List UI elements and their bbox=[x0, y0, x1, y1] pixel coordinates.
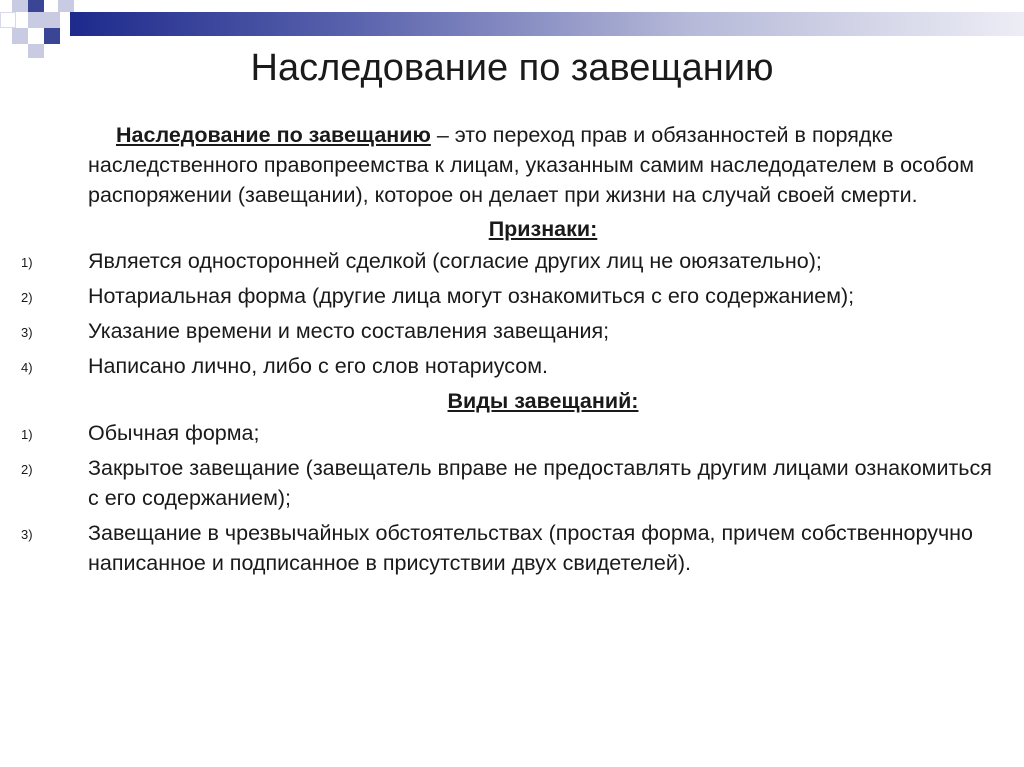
decor-square bbox=[28, 0, 44, 12]
list-item bbox=[21, 351, 998, 381]
list-number: 2) bbox=[21, 462, 33, 477]
list-item bbox=[21, 281, 998, 311]
decor-square bbox=[28, 12, 44, 28]
list-item-text: Обычная форма; bbox=[88, 421, 260, 445]
types-heading: Виды завещаний: bbox=[447, 389, 639, 413]
slide-content bbox=[21, 120, 998, 583]
definition-term: Наследование по завещанию bbox=[116, 123, 431, 147]
list-number: 3) bbox=[21, 325, 33, 340]
list-item-text: Является односторонней сделкой (согласие других лиц не оюязательно); bbox=[88, 249, 822, 273]
list-item bbox=[21, 453, 998, 513]
list-item-text: Нотариальная форма (другие лица могут ознакомиться с его содержанием); bbox=[88, 284, 855, 308]
list-number: 2) bbox=[21, 290, 33, 305]
features-list bbox=[21, 246, 998, 381]
list-item-text: Закрытое завещание (завещатель вправе не предоставлять другим лицами ознакомиться с его содержанием); bbox=[88, 456, 992, 510]
slide-title: Наследование по завещанию bbox=[250, 47, 774, 89]
list-item-text: Написано лично, либо с его слов нотариусом. bbox=[88, 354, 548, 378]
decor-square bbox=[12, 0, 28, 12]
features-heading: Признаки: bbox=[488, 217, 598, 241]
decor-square bbox=[44, 12, 60, 28]
list-item-text: Указание времени и место составления завещания; bbox=[88, 319, 610, 343]
list-number: 1) bbox=[21, 427, 33, 442]
list-number: 4) bbox=[21, 360, 33, 375]
list-item bbox=[21, 316, 998, 346]
definition-paragraph bbox=[88, 120, 998, 210]
definition-text: – это переход прав и обязанностей в порядке наследственного правопреемства к лицам, указанным самим наследодателем в особом распоряжении (завещании), которое он делает при жизни на случай своей смерти. bbox=[88, 123, 975, 207]
list-item-text: Завещание в чрезвычайных обстоятельствах (простая форма, причем собственноручно написанное и подписанное в присутствии двух свидетелей). bbox=[88, 521, 973, 575]
list-number: 3) bbox=[21, 527, 33, 542]
decor-square bbox=[58, 0, 74, 12]
types-list bbox=[21, 418, 998, 578]
list-number: 1) bbox=[21, 255, 33, 270]
header-bar bbox=[70, 12, 1024, 36]
list-item bbox=[21, 246, 998, 276]
list-item bbox=[21, 418, 998, 448]
decor-square bbox=[0, 12, 16, 28]
list-item bbox=[21, 518, 998, 578]
